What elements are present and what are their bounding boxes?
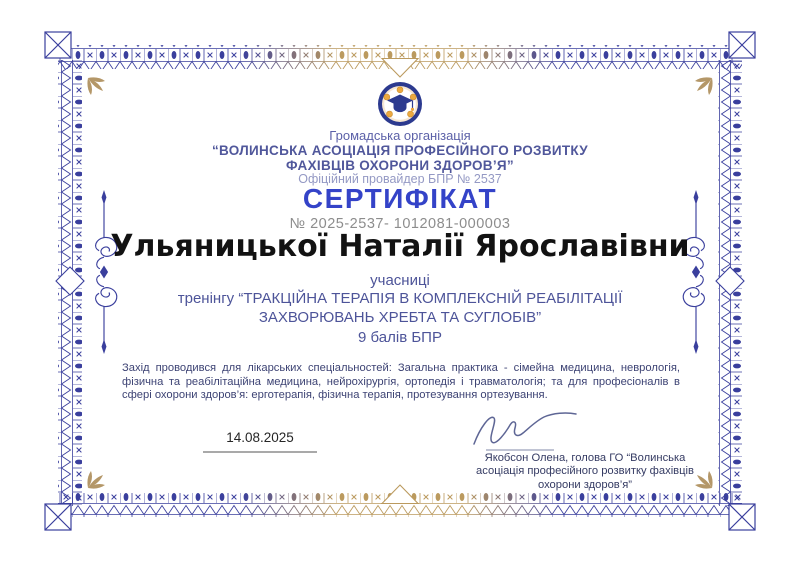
- training-title-line1: тренінгу “ТРАКЦІЙНА ТЕРАПІЯ В КОМПЛЕКСНІЙ РЕАБІЛІТАЦІЇ: [177, 290, 623, 307]
- issue-date: 14.08.2025: [203, 430, 317, 453]
- specialties-description: Захід проводився для лікарських спеціальностей: Загальна практика - сімейна медицина, неврологія, фізична та реабілітаційна медицина, нейрохірургія, ортопедія і травматологія; та для професіоналів в сфері охорони здоров’я: ерготерапія, фізична терапія, протезування ортезування.: [122, 362, 680, 402]
- signer-name-line3: охорони здоров’я”: [537, 478, 633, 491]
- graduation-cap-emblem-icon: [377, 81, 423, 127]
- signer-name-line2: асоціація професійного розвитку фахівців: [476, 465, 694, 478]
- signer-name-line1: Якобсон Олена, голова ГО “Волинська: [484, 452, 686, 464]
- participant-role: учасниці: [370, 272, 430, 289]
- training-title-line2: ЗАХВОРЮВАНЬ ХРЕБТА ТА СУГЛОБІВ”: [258, 309, 542, 326]
- org-name-line1: “ВОЛИНСЬКА АСОЦІАЦІЯ ПРОФЕСІЙНОГО РОЗВИТКУ: [212, 143, 588, 158]
- bpr-points: 9 балів БПР: [358, 329, 442, 346]
- certificate-number: № 2025-2537- 1012081-000003: [289, 216, 511, 232]
- signer-block: [452, 452, 718, 492]
- leaf-icon: [695, 77, 713, 95]
- handwritten-signature-icon: [466, 408, 584, 454]
- certificate-title: СЕРТИФІКАТ: [302, 183, 498, 214]
- recipient-name: Ульяницької Наталії Ярославівни: [110, 229, 690, 264]
- org-type-text: Громадська організація: [329, 128, 471, 143]
- leaf-icon: [87, 471, 105, 489]
- leaf-icon: [87, 77, 105, 95]
- org-name-line2: ФАХІВЦІВ ОХОРОНИ ЗДОРОВ’Я”: [286, 158, 514, 173]
- provider-text: Офіційний провайдер БПР № 2537: [298, 172, 502, 186]
